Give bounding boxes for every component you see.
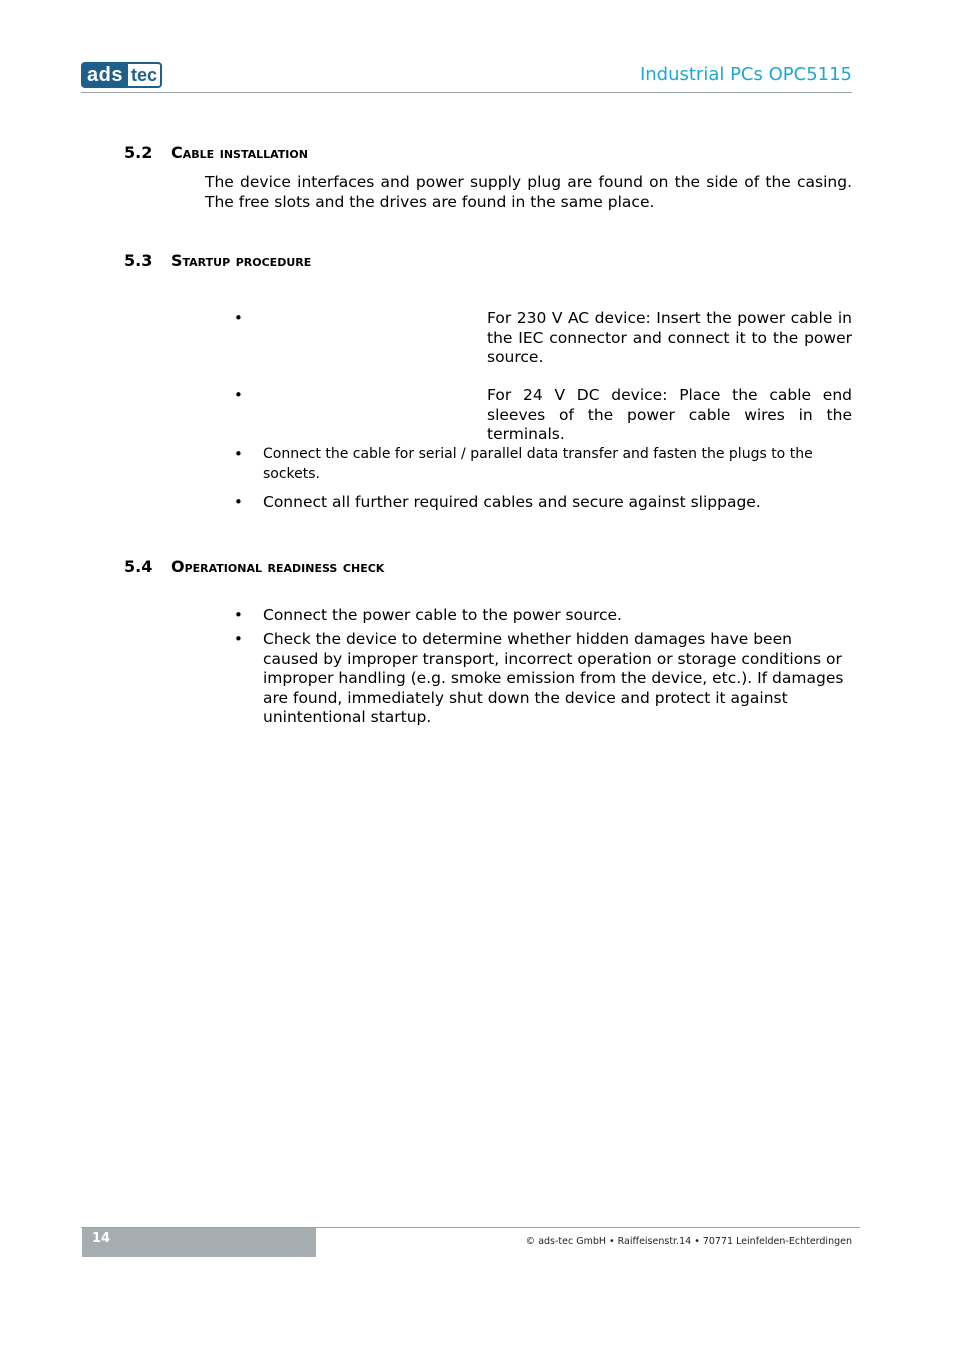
bullet-marker: • xyxy=(234,606,243,624)
header-divider xyxy=(81,92,852,93)
footer-copyright: © ads-tec GmbH • Raiffeisenstr.14 • 70771 Leinfelden-Echterdingen xyxy=(525,1236,852,1247)
page-number: 14 xyxy=(92,1231,111,1246)
bullet-marker: • xyxy=(234,493,243,511)
startup-bullet-serial: Connect the cable for serial / parallel data transfer and fasten the plugs to the sockets. xyxy=(263,446,813,482)
section-title: Cable installation xyxy=(171,143,308,162)
ads-tec-logo xyxy=(81,62,162,88)
document-title: Industrial PCs OPC5115 xyxy=(639,64,852,85)
bullet-marker: • xyxy=(234,386,243,404)
section-title: Startup procedure xyxy=(171,251,312,270)
section-heading-5-2 xyxy=(124,143,308,163)
startup-bullet-24v: For 24 V DC device: Place the cable end sleeves of the power cable wires in the terminals. xyxy=(487,386,852,443)
section-number: 5.4 xyxy=(124,557,153,576)
startup-bullet-230v: For 230 V AC device: Insert the power cable in the IEC connector and connect it to the power source. xyxy=(487,309,852,366)
logo-ads-part: ads xyxy=(81,62,128,88)
bullet-marker: • xyxy=(234,445,243,463)
bullet-marker: • xyxy=(234,309,243,327)
bullet-marker: • xyxy=(234,630,243,648)
page-number-box xyxy=(82,1228,316,1257)
cable-installation-paragraph: The device interfaces and power supply plug are found on the side of the casing. The free slots and the drives are found in the same place. xyxy=(205,173,852,211)
section-heading-5-4 xyxy=(124,557,384,577)
section-title: Operational readiness check xyxy=(171,557,385,576)
check-bullet-power: Connect the power cable to the power source. xyxy=(263,606,622,624)
section-number: 5.2 xyxy=(124,143,153,162)
startup-bullet-cables: Connect all further required cables and secure against slippage. xyxy=(263,493,761,511)
check-bullet-damages: Check the device to determine whether hidden damages have been caused by improper transport, incorrect operation or storage conditions or improper handling (e.g. smoke emission from the device, etc.). If damages are found, immediately shut down the device and protect it against unintentional startup. xyxy=(263,630,844,726)
logo-tec-part: tec xyxy=(128,62,162,88)
section-heading-5-3 xyxy=(124,251,311,271)
section-number: 5.3 xyxy=(124,251,153,270)
